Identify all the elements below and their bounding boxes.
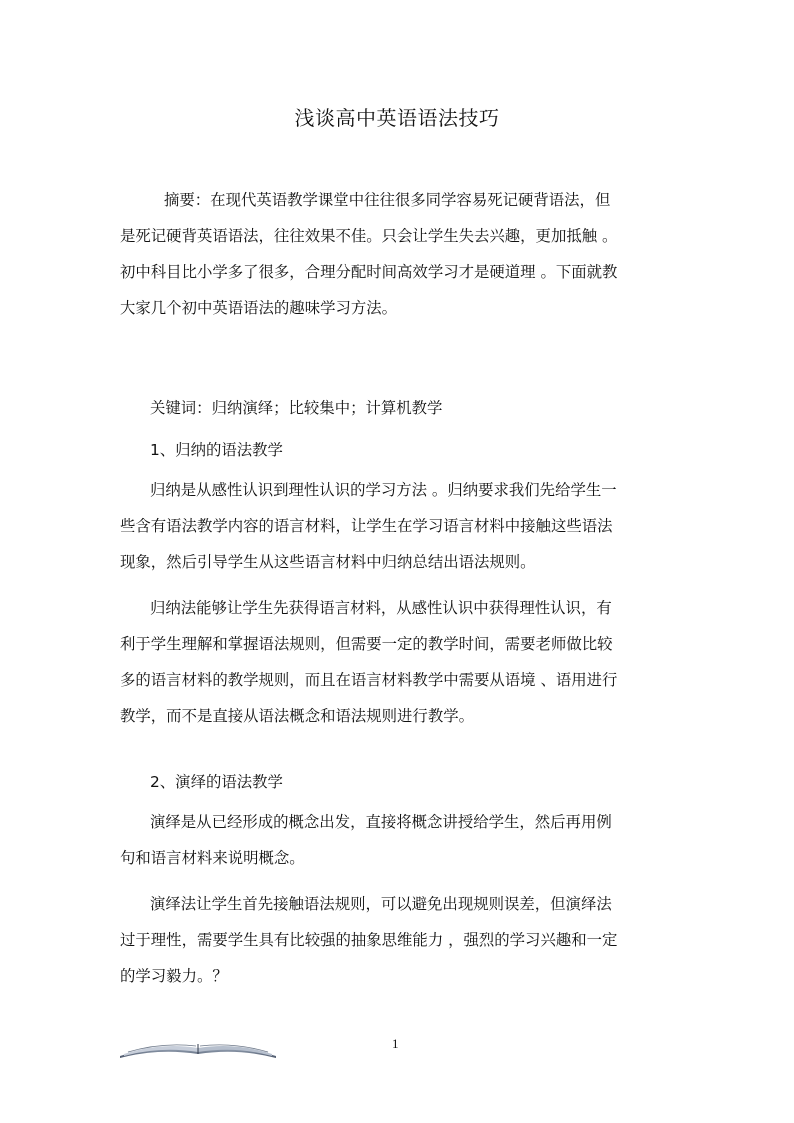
section1-paragraph-1 bbox=[120, 472, 676, 580]
paragraph-line: 句和语言材料来说明概念。 bbox=[120, 849, 305, 867]
paragraph-line: 归纳法能够让学生先获得语言材料，从感性认识中获得理性认识，有 bbox=[150, 599, 612, 617]
abstract-line: 摘要：在现代英语教学课堂中往往很多同学容易死记硬背语法，但 bbox=[164, 191, 611, 209]
document-title: 浅谈高中英语语法技巧 bbox=[294, 106, 500, 130]
page-footer bbox=[0, 1030, 794, 1070]
paragraph-line: 的学习毅力。？ bbox=[120, 967, 228, 985]
paragraph-line: 多的语言材料的教学规则，而且在语言材料教学中需要从语境 、语用进行 bbox=[120, 671, 618, 689]
section2-paragraph-1 bbox=[120, 804, 676, 876]
paragraph-line: 教学，而不是直接从语法概念和语法规则进行教学。 bbox=[120, 707, 474, 725]
paragraph-line: 利于学生理解和掌握语法规则，但需要一定的教学时间，需要老师做比较 bbox=[120, 635, 613, 653]
abstract-paragraph bbox=[120, 182, 676, 326]
abstract-line: 初中科目比小学多了很多，合理分配时间高效学习才是硬道理 。下面就教 bbox=[120, 263, 618, 281]
section-heading-1: 1、归纳的语法教学 bbox=[150, 441, 283, 459]
keywords-line: 关键词：归纳演绎；比较集中；计算机教学 bbox=[150, 399, 443, 417]
section2-paragraph-2 bbox=[120, 886, 676, 994]
page-number: 1 bbox=[392, 1036, 399, 1051]
paragraph-line: 演绎法让学生首先接触语法规则，可以避免出现规则误差，但演绎法 bbox=[150, 895, 612, 913]
paragraph-line: 过于理性，需要学生具有比较强的抽象思维能力 ，强烈的学习兴趣和一定 bbox=[120, 931, 618, 949]
section-heading-2: 2、演绎的语法教学 bbox=[150, 773, 283, 791]
paragraph-line: 归纳是从感性认识到理性认识的学习方法 。归纳要求我们先给学生一 bbox=[150, 481, 617, 499]
section1-paragraph-2 bbox=[120, 590, 676, 734]
open-book-icon bbox=[118, 1036, 278, 1060]
paragraph-line: 些含有语法教学内容的语言材料，让学生在学习语言材料中接触这些语法 bbox=[120, 517, 613, 535]
abstract-line: 是死记硬背英语语法，往往效果不佳。只会让学生失去兴趣，更加抵触 。 bbox=[120, 227, 618, 245]
paragraph-line: 演绎是从已经形成的概念出发，直接将概念讲授给学生，然后再用例 bbox=[150, 813, 612, 831]
abstract-line: 大家几个初中英语语法的趣味学习方法。 bbox=[120, 299, 398, 317]
paragraph-line: 现象，然后引导学生从这些语言材料中归纳总结出语法规则。 bbox=[120, 553, 536, 571]
